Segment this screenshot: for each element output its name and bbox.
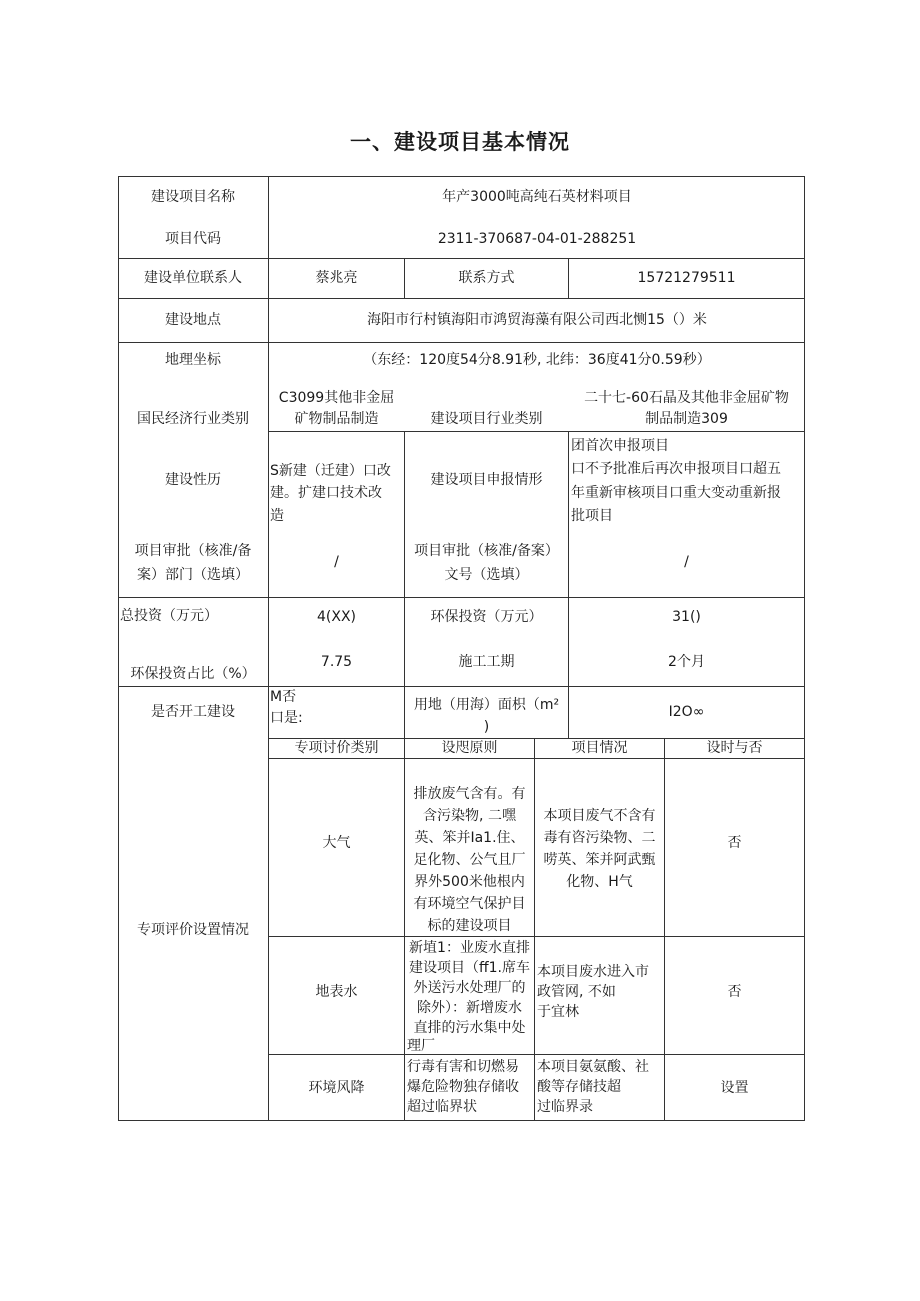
declare-line: 批项目	[571, 508, 613, 524]
special-principle-line: 新埴1：业废水直排	[409, 940, 530, 956]
special-principle-line: 超过临界状	[407, 1099, 477, 1115]
row-divider	[268, 936, 805, 937]
nature-value-line: 建。扩建口技术改	[270, 485, 382, 501]
project-industry-line: 制品制造309	[645, 411, 728, 427]
env-investment-label: 环保投资（万元）	[430, 609, 543, 625]
special-category: 地表水	[315, 984, 358, 1000]
investment-value: 4(XX)	[316, 609, 356, 625]
col-divider	[534, 738, 535, 1121]
special-header-situation: 项目情况	[571, 740, 628, 756]
special-header-principle: 设咫原则	[441, 740, 498, 756]
project-industry-line: 二十七-60石晶及其他非金屈矿物	[584, 390, 789, 406]
coords-value: （东经：120度54分8.91秒, 北纬：36度41分0.59秒）	[363, 352, 711, 368]
approval-dept-label-line: 案）部门（选填）	[137, 567, 249, 583]
special-situation-line: 本项目氨氨酸、社	[537, 1059, 649, 1075]
row-divider	[118, 686, 805, 687]
env-investment-value: 31()	[672, 609, 701, 625]
col-divider	[664, 738, 665, 1121]
special-principle-line: 直排的污水集中处	[413, 1020, 526, 1036]
env-ratio-value: 7.75	[320, 654, 353, 670]
started-option-no: M否	[270, 689, 297, 705]
special-decision: 否	[727, 984, 742, 1000]
period-label: 施工工期	[458, 654, 515, 670]
special-principle-line: 足化物、公气且厂	[413, 852, 526, 868]
row-divider	[118, 597, 805, 598]
special-eval-label: 专项评价设置情况	[137, 922, 249, 938]
contact-label: 建设单位联系人	[144, 270, 242, 286]
special-principle-line: 含污染物, 二嘿	[423, 808, 516, 824]
special-situation-line: 于宜林	[537, 1004, 579, 1020]
special-decision: 设置	[720, 1080, 749, 1096]
special-principle-line: 理厂	[407, 1038, 435, 1054]
approval-dept-value: /	[334, 554, 339, 570]
special-principle-line: 界外500米他根内	[414, 874, 525, 890]
industry-label: 国民经济行业类别	[137, 411, 249, 427]
special-principle-line: 有环境空气保护目	[413, 896, 526, 912]
special-decision: 否	[727, 835, 742, 851]
project-name-label: 建设项目名称	[151, 189, 235, 205]
project-code-value: 2311-370687-04-01-288251	[437, 231, 637, 247]
area-value: I2O∞	[668, 704, 705, 720]
industry-value-line: 矿物制品制造	[294, 411, 379, 427]
row-divider	[268, 431, 805, 432]
special-situation-line: 本项目废水进入市	[537, 964, 649, 980]
special-situation-line: 化物、H气	[566, 874, 633, 890]
special-situation-line: 本项目废气不含有	[543, 808, 656, 824]
special-principle-line: 外送污水处理厂的	[413, 980, 526, 996]
col-divider	[568, 431, 569, 738]
table-border-top	[118, 176, 805, 177]
declare-line: 团首次申报项目	[571, 438, 669, 454]
row-divider	[268, 1054, 805, 1055]
project-name-value: 年产3000吨高纯石英材料项目	[442, 189, 632, 205]
period-value: 2个月	[668, 654, 705, 670]
industry-value-line: C3099其他非金屈	[278, 390, 395, 406]
special-principle-line: 爆危险物独存储收	[407, 1079, 519, 1095]
row-divider	[118, 298, 805, 299]
special-situation-line: 过临界录	[537, 1099, 593, 1115]
nature-value-line: S新建（迁建）口改	[270, 463, 391, 479]
contact-name: 蔡兆亮	[315, 270, 358, 286]
special-principle-line: 标的建设项目	[427, 918, 512, 934]
special-header-category: 专项讨价类别	[294, 740, 379, 756]
project-code-label: 项目代码	[165, 231, 221, 247]
project-info-table	[118, 176, 805, 1121]
project-industry-label: 建设项目行业类别	[430, 411, 543, 427]
approval-doc-value: /	[684, 554, 689, 570]
area-label-line: )	[483, 719, 490, 735]
special-principle-line: 英、笨并Ia1.住、	[414, 830, 525, 846]
special-situation-line: 唠英、笨并阿武甄	[543, 852, 656, 868]
special-situation-line: 政管网, 不如	[537, 984, 616, 1000]
nature-label: 建设性历	[165, 472, 221, 488]
contact-method-label: 联系方式	[458, 270, 515, 286]
coords-label: 地理坐标	[165, 352, 221, 368]
nature-value-line: 造	[270, 508, 284, 524]
declare-line: 口不予批准后再次申报项目口超五	[571, 461, 781, 477]
special-situation-line: 毒有咨污染物、二	[543, 830, 656, 846]
special-situation-line: 酸等存储技超	[537, 1079, 621, 1095]
special-principle-line: 除外）：新增废水	[417, 1000, 522, 1016]
location-label: 建设地点	[165, 312, 221, 328]
special-category: 大气	[322, 835, 351, 851]
contact-phone: 15721279511	[637, 270, 736, 286]
special-principle-line: 行毒有害和切燃易	[407, 1059, 519, 1075]
row-divider	[118, 342, 805, 343]
approval-doc-label-line: 文号（选填）	[444, 567, 529, 583]
special-principle-line: 建设项目（ff1.席车	[408, 960, 530, 976]
started-option-yes: 口是:	[270, 710, 303, 726]
row-divider	[118, 258, 805, 259]
table-border-bottom	[118, 1120, 805, 1121]
special-header-decision: 设时与否	[706, 740, 763, 756]
special-category: 环境风降	[308, 1080, 365, 1096]
page-title: 一、建设项目基本情况	[350, 130, 570, 154]
declare-label: 建设项目申报情形	[430, 472, 543, 488]
approval-dept-label-line: 项目审批（核准/备	[134, 543, 252, 559]
special-principle-line: 排放废气含有。有	[413, 786, 526, 802]
investment-label: 总投资（万元）	[120, 608, 218, 624]
env-ratio-label: 环保投资占比（%）	[130, 666, 256, 682]
row-divider	[268, 758, 805, 759]
location-value: 海阳市行村镇海阳市鸿贸海藻有限公司西北恻15（）米	[367, 312, 707, 328]
started-label: 是否开工建设	[151, 704, 235, 720]
approval-doc-label-line: 项目审批（核准/备案）	[414, 543, 559, 559]
area-label-line: 用地（用海）面枳（m²	[413, 697, 560, 713]
declare-line: 年重新审核项目口重大变动重新报	[571, 485, 781, 501]
